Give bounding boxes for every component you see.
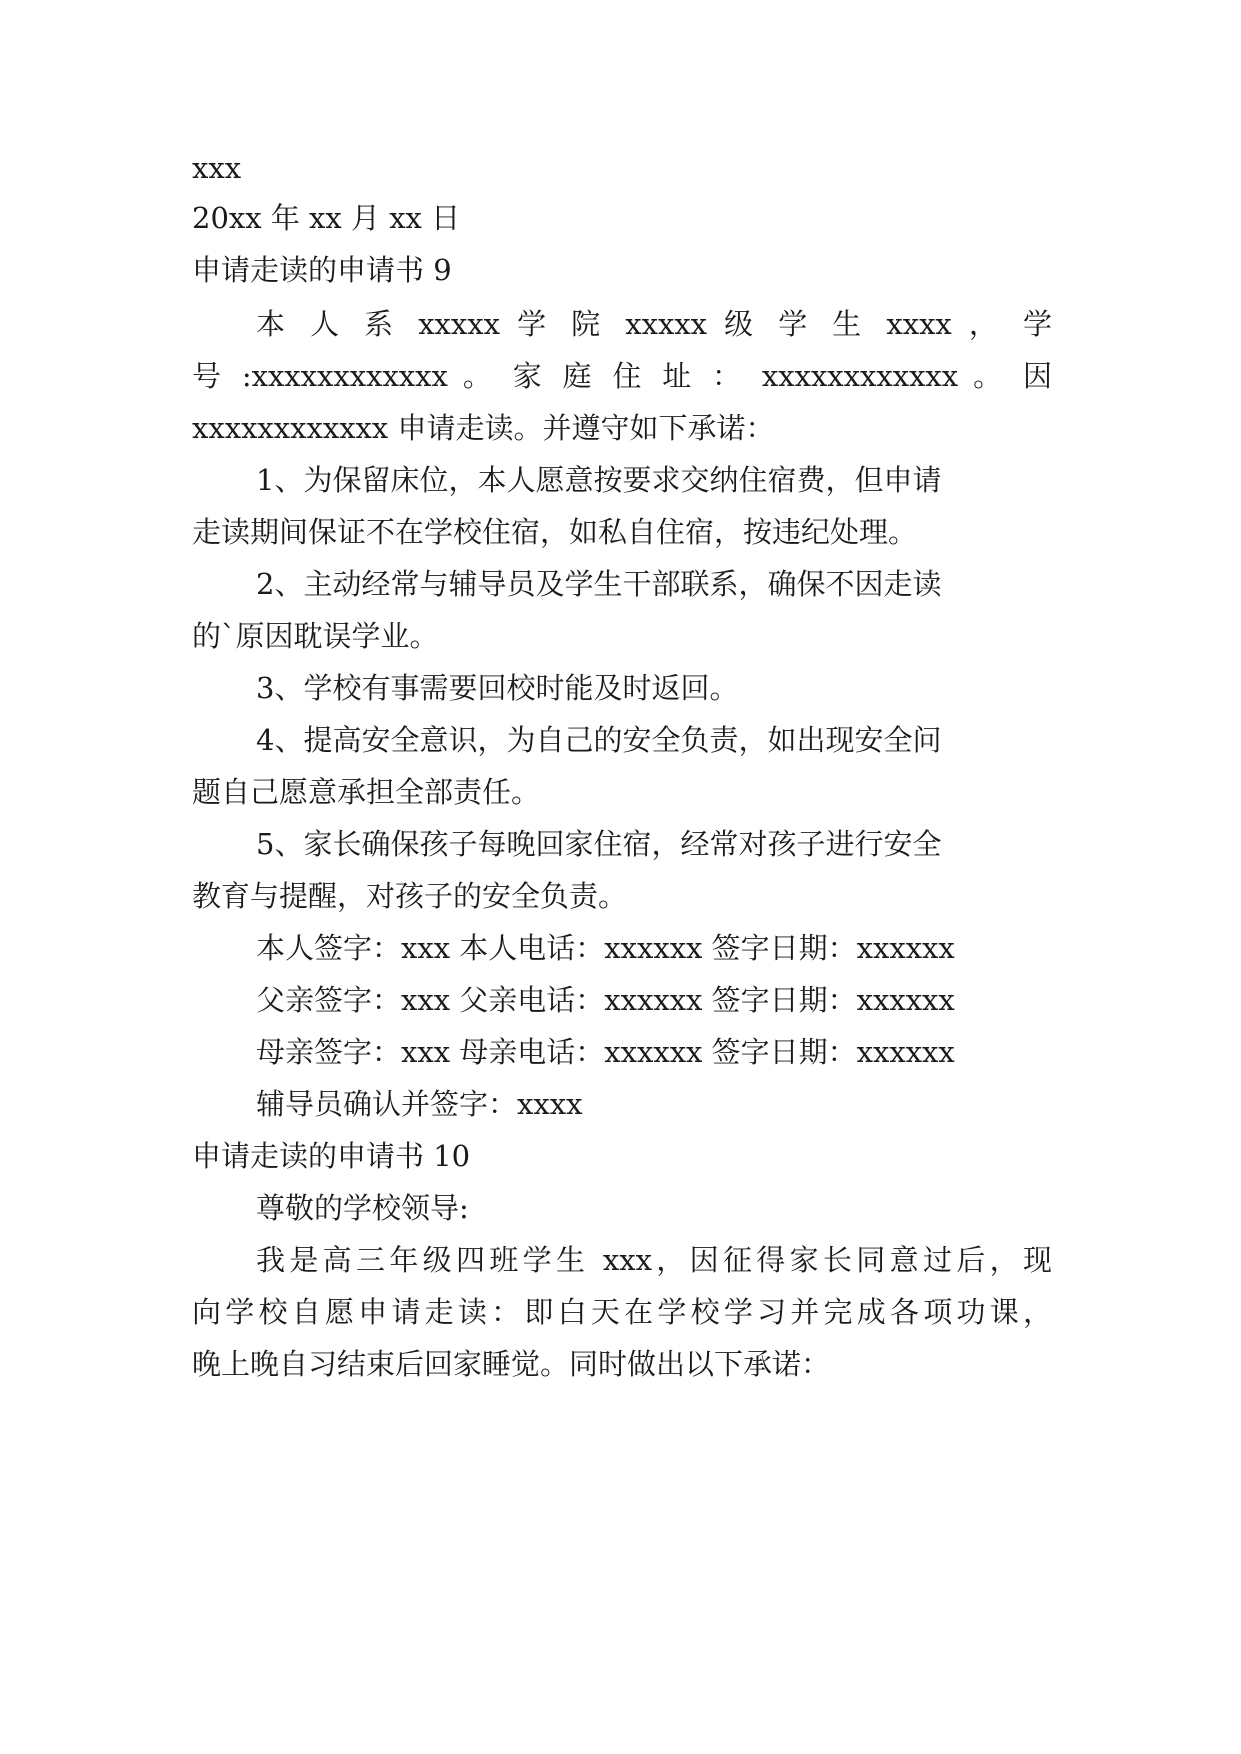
section-heading-9: 申请走读的申请书 9	[192, 253, 452, 287]
commitment-item-4-cont: 题自己愿意承担全部责任。	[192, 775, 541, 809]
signature-self: 本人签字：xxx 本人电话：xxxxxx 签字日期：xxxxxx	[256, 931, 955, 965]
paragraph-line: 我是高三年级四班学生 xxx，因征得家长同意过后，现	[256, 1243, 1052, 1277]
signature-name: xxx	[192, 151, 242, 185]
commitment-item-5-cont: 教育与提醒，对孩子的安全负责。	[192, 879, 628, 913]
paragraph-line: 晚上晚自习结束后回家睡觉。同时做出以下承诺：	[192, 1347, 831, 1381]
paragraph-line: 向学校自愿申请走读：即白天在学校学习并完成各项功课，	[192, 1295, 1052, 1329]
commitment-item-1-cont: 走读期间保证不在学校住宿，如私自住宿，按违纪处理。	[192, 515, 918, 549]
signature-counselor: 辅导员确认并签字：xxxx	[256, 1087, 583, 1121]
signature-date: 20xx 年 xx 月 xx 日	[192, 201, 461, 235]
paragraph-line: 本 人 系 xxxxx 学 院 xxxxx 级 学 生 xxxx ， 学	[256, 307, 1052, 341]
commitment-item-5: 5、家长确保孩子每晚回家住宿，经常对孩子进行安全	[256, 827, 942, 861]
signature-father: 父亲签字：xxx 父亲电话：xxxxxx 签字日期：xxxxxx	[256, 983, 955, 1017]
paragraph-line: 号 :xxxxxxxxxxxx 。 家 庭 住 址 ： xxxxxxxxxxxx 。 因	[192, 359, 1052, 393]
commitment-item-4: 4、提高安全意识，为自己的安全负责，如出现安全问	[256, 723, 942, 757]
commitment-item-3: 3、学校有事需要回校时能及时返回。	[256, 671, 739, 705]
commitment-item-1: 1、为保留床位，本人愿意按要求交纳住宿费，但申请	[256, 463, 942, 497]
commitment-item-2-cont: 的`原因耽误学业。	[192, 619, 439, 653]
signature-mother: 母亲签字：xxx 母亲电话：xxxxxx 签字日期：xxxxxx	[256, 1035, 955, 1069]
salutation: 尊敬的学校领导:	[256, 1191, 469, 1225]
paragraph-line: xxxxxxxxxxxx 申请走读。并遵守如下承诺：	[192, 411, 775, 445]
commitment-item-2: 2、主动经常与辅导员及学生干部联系，确保不因走读	[256, 567, 942, 601]
section-heading-10: 申请走读的申请书 10	[192, 1139, 471, 1173]
